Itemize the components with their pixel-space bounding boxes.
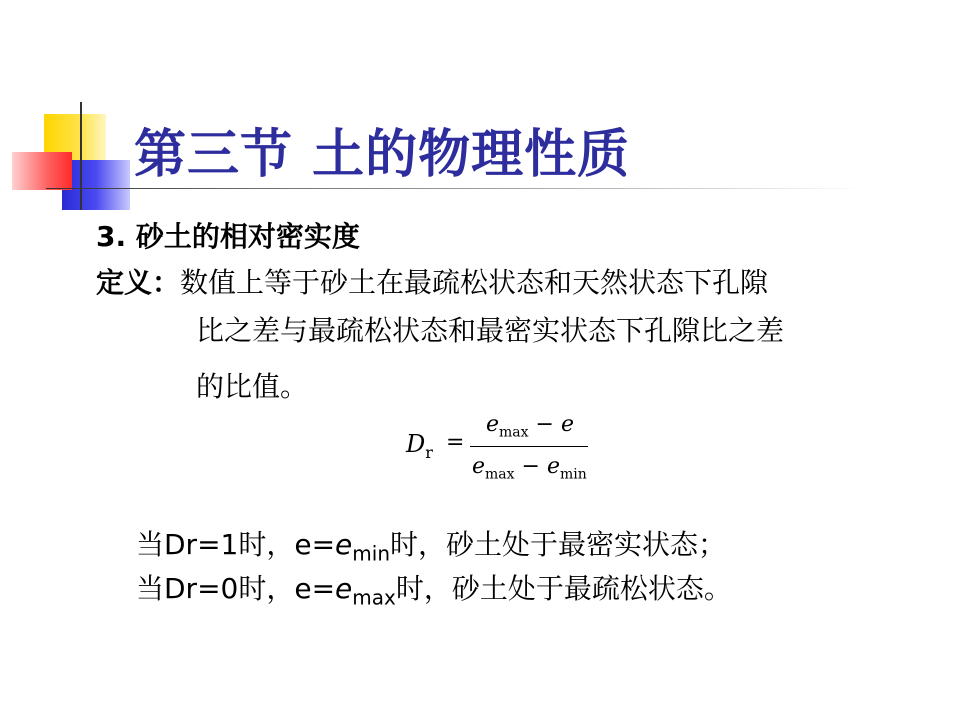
- decor-blue-square: [62, 160, 130, 210]
- definition-line-3: 的比值。: [196, 370, 309, 403]
- slide-title: 第三节 土的物理性质: [134, 124, 631, 185]
- decor-red-square: [12, 152, 72, 190]
- fraction-bar: [470, 446, 588, 447]
- definition-label: 定义：: [96, 266, 181, 299]
- formula-lhs: $D_r$: [406, 430, 433, 462]
- decor-vertical-line: [80, 102, 82, 210]
- relative-density-formula: [406, 412, 606, 488]
- section-heading: 3. 砂土的相对密实度: [96, 220, 360, 253]
- formula-equals: =: [446, 430, 465, 455]
- definition-line-2: 比之差与最疏松状态和最密实状态下孔隙比之差: [196, 314, 785, 347]
- statement-dr1: 当Dr=1时，$e=e_{min}$时，砂土处于最密实状态；: [136, 528, 727, 566]
- definition-line-1: [96, 266, 768, 300]
- definition-text-1: 数值上等于砂土在最疏松状态和天然状态下孔隙: [180, 266, 769, 299]
- title-underline: [46, 188, 866, 189]
- formula-numerator: $e_{max} - e$: [486, 412, 575, 441]
- statement-dr0: 当Dr=0时，$e=e_{max}$时，砂土处于最疏松状态。: [136, 572, 732, 610]
- formula-denominator: $e_{max} - e_{min}$: [472, 454, 587, 483]
